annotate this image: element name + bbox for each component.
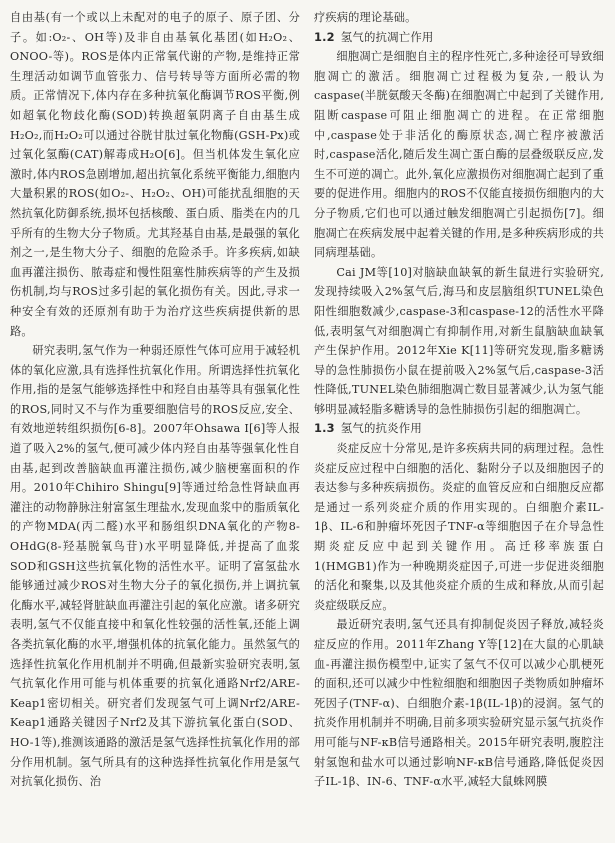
section-title: 氢气的抗炎作用 [340, 421, 422, 436]
paragraph: Cai JM等[10]对脑缺血缺氧的新生鼠进行实验研究,发现持续吸入2%氢气后,海马和皮层脑组织TUNEL染色阳性细胞数减少,caspase-3和caspase-12的活性水平降低,表明氢气对细胞凋亡有抑制作用,对新生鼠脑缺血缺氧产生保护作用。2012年Xie K[11]等研究发现,脂多糖诱导的急性肺损伤小鼠在提前吸入2%氢气后,caspase-3活性降低,TUNEL染色肺细胞凋亡数目显著减少,认为氢气能够明显减轻脂多糖诱导的急性肺损伤引起的细胞凋亡。 [314, 265, 604, 416]
section-number: 1.2 [314, 29, 335, 44]
paragraph: 炎症反应十分常见,是许多疾病共同的病理过程。急性炎症反应过程中白细胞的活化、黏附分子以及细胞因子的表达参与多种疾病损伤。炎症的血管反应和白细胞反应都是通过一系列炎症介质的作用实现的。白细胞介素IL-1β、IL-6和肿瘤坏死因子TNF-α等细胞因子在介导急性期炎症反应中起到关键作用。高迁移率族蛋白1(HMGB1)作为一种晚期炎症因子,可进一步促进炎细胞的活化和聚集,以及其他炎症介质的生成和释放,从而引起炎症级联反应。 [314, 442, 604, 612]
left-column [10, 8, 300, 843]
section-title: 氢气的抗凋亡作用 [340, 29, 434, 44]
paragraph: 研究表明,氢气作为一种弱还原性气体可应用于减轻机体的氧化应激,具有选择性抗氧化作用。所谓选择性抗氧化作用,指的是氢气能够选择性中和羟自由基等具有强氧化性的ROS,同时又不与作为重要细胞信号的ROS反应,安全、有效地逆转组织损伤[6-8]。2007年Ohsawa I[6]等人报道了吸入2%的氢气,便可减少体内羟自由基等强氧化性自由基,起到改善脑缺血再灌注损伤,减少脑梗塞面积的作用。2010年Chihiro Shingu[9]等通过给急性肾缺血再灌注的动物静脉注射富氢生理盐水,发现血浆中的脂质氧化的产物MDA(丙二醛)水平和肠组织DNA氧化的产物8-OHdG(8-羟基脱氧鸟苷)水平明显降低,并提高了血浆SOD和GSH这些抗氧化物的活性水平。证明了富氢盐水能够通过减少ROS对生物大分子的氧化损伤,并上调抗氧化酶水平,减轻肾脏缺血再灌注引起的氧化应激。诸多研究表明,氢气不仅能直接中和氧化性较强的活性氧,还能上调各类抗氧化酶的水平,增强机体的抗氧化能力。虽然氢气的选择性抗氧化作用机制并不明确,但最新实验研究表明,氢气抗氧化作用可能与机体重要的抗氧化通路Nrf2/ARE-Keap1密切相关。研究者们发现氢气可上调Nrf2/ARE-Keap1通路关键因子Nrf2及其下游抗氧化蛋白(SOD、HO-1等),推测该通路的激活是氢气选择性抗氧化作用的部分作用机制。氢气所具有的这种选择性抗氧化作用是氢气对抗氧化损伤、治 [10, 344, 300, 789]
paragraph: 自由基(有一个或以上未配对的电子的原子、原子团、分子。如:O₂-、OH等)及非自由基氧化基团(如H₂O₂、ONOO-等)。ROS是体内正常氧代谢的产物,是维持正常生理活动如调节血管张力、信号转导等方面所必需的物质。正常情况下,体内存在多种抗氧化酶调节ROS平衡,例如超氧化物歧化酶(SOD)转换超氧阴离子自由基生成H₂O₂,而H₂O₂可以通过谷胱甘肽过氧化物酶(GSH-Px)或过氧化氢酶(CAT)解毒成H₂O[6]。但当机体发生氧化应激时,体内ROS急剧增加,超出抗氧化系统平衡能力,细胞内大量积累的ROS(如O₂-、H₂O₂、OH)可能扰乱细胞的天然抗氧化防御系统,损坏包括核酸、蛋白质、脂类在内的几乎所有的生物大分子物质。尤其羟基自由基,是最强的氧化剂之一,是生物大分子、细胞的危险杀手。许多疾病,如缺血再灌注损伤、脓毒症和慢性阻塞性肺疾病等的产生及损伤机制,均与ROS过多引起的氧化损伤有关。因此,寻求一种安全有效的还原剂有助于为治疗这些疾病提供新的思路。 [10, 11, 300, 338]
section-heading-1-2 [314, 28, 604, 48]
section-heading-1-3 [314, 419, 604, 439]
paragraph-continuation: 疗疾病的理论基础。 [314, 11, 417, 24]
right-column [314, 8, 604, 843]
paragraph: 细胞凋亡是细胞自主的程序性死亡,多种途径可导致细胞凋亡的激活。细胞凋亡过程极为复杂,一般认为caspase(半胱氨酸天冬酶)在细胞凋亡中起到了关键作用,阻断caspase可阻止细胞凋亡的进程。在正常细胞中,caspase处于非活化的酶原状态,凋亡程序被激活时,caspase活化,随后发生凋亡蛋白酶的层叠级联反应,发生不可逆的凋亡。此外,氧化应激损伤对细胞凋亡起到了重要的促进作用。细胞内的ROS不仅能直接损伤细胞内的大分子物质,它们也可以通过触发细胞凋亡引起损伤[7]。细胞凋亡在疾病发展中起着关键的作用,是多种疾病形成的共同病理基础。 [314, 50, 604, 260]
paragraph: 最近研究表明,氢气还具有抑制促炎因子释放,减轻炎症反应的作用。2011年Zhang Y等[12]在大鼠的心肌缺血-再灌注损伤模型中,证实了氢气不仅可以减少心肌梗死的面积,还可以减少中性粒细胞和细胞因子类物质如肿瘤坏死因子(TNF-α)、白细胞介素-1β(IL-1β)的浸润。氢气的抗炎作用机制并不明确,目前多项实验研究显示氢气抗炎作用可能与NF-κB信号通路相关。2015年研究表明,腹腔注射氢饱和盐水可以通过影响NF-κB信号通路,降低促炎因子IL-1β、IN-6、TNF-α水平,减轻大鼠蛛网膜 [314, 618, 604, 789]
section-number: 1.3 [314, 421, 335, 436]
